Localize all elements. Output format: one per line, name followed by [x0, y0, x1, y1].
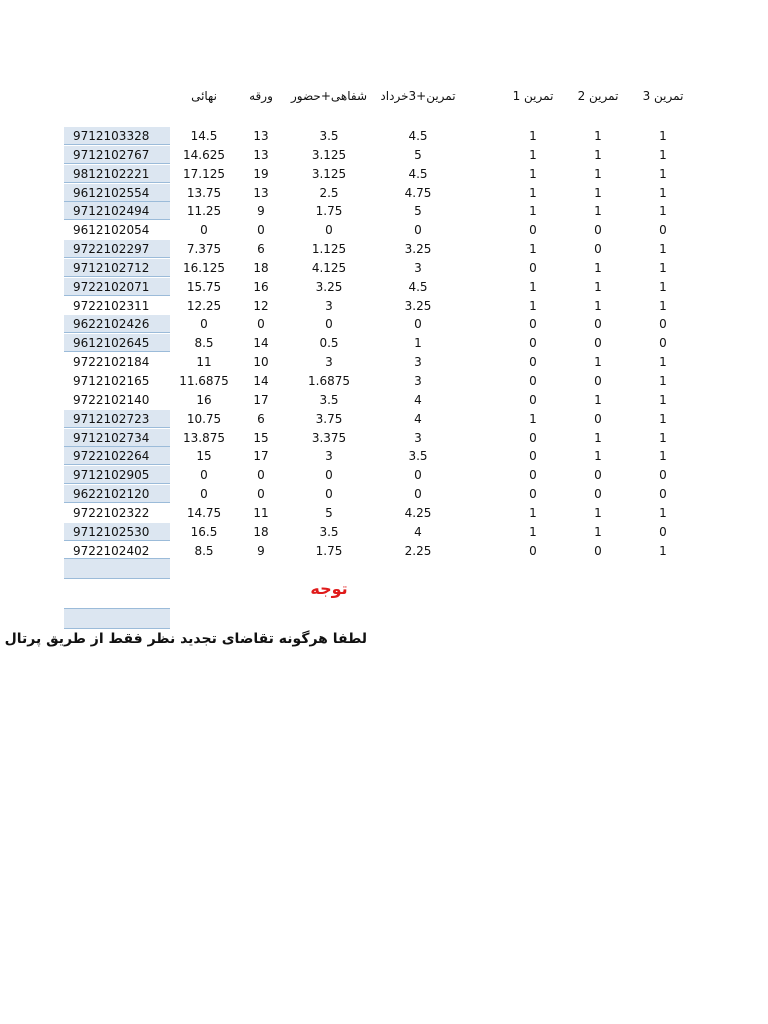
table-row	[0, 259, 768, 278]
cell-exkh: 4.5	[408, 279, 428, 294]
cell-paper: 12	[253, 298, 269, 313]
cell-ex1: 1	[529, 298, 537, 313]
table-row	[0, 485, 768, 504]
cell-oral: 3.375	[311, 430, 347, 445]
cell-final: 13.75	[186, 185, 222, 200]
empty-id-cell	[64, 558, 170, 579]
cell-exkh: 3	[414, 355, 422, 370]
cell-paper: 0	[257, 468, 265, 483]
cell-paper: 13	[253, 147, 269, 162]
cell-paper: 17	[253, 392, 269, 407]
cell-ex2: 1	[594, 505, 602, 520]
cell-ex1: 0	[529, 260, 537, 275]
cell-ex1: 1	[529, 242, 537, 257]
cell-ex2: 0	[594, 411, 602, 426]
cell-ex1: 1	[529, 279, 537, 294]
cell-exkh: 4	[414, 524, 422, 539]
cell-paper: 15	[253, 430, 269, 445]
cell-ex1: 0	[529, 543, 537, 558]
cell-oral: 3	[325, 449, 333, 464]
cell-final: 8.5	[194, 543, 214, 558]
cell-ex2: 0	[594, 468, 602, 483]
student-id-cell: 9722102071	[64, 278, 170, 296]
cell-ex3: 1	[659, 355, 667, 370]
cell-exkh: 4	[414, 411, 422, 426]
student-id-cell: 9612102554	[64, 184, 170, 202]
cell-ex3: 0	[659, 468, 667, 483]
cell-ex3: 1	[659, 147, 667, 162]
header-exercise-2: تمرین 2	[577, 89, 619, 103]
student-id-cell: 9722102297	[64, 240, 170, 258]
table-row	[0, 372, 768, 391]
cell-paper: 14	[253, 336, 269, 351]
cell-final: 16	[196, 392, 212, 407]
empty-id-cell	[64, 608, 170, 629]
cell-ex2: 0	[594, 373, 602, 388]
cell-oral: 5	[325, 505, 333, 520]
cell-paper: 0	[257, 223, 265, 238]
cell-exkh: 4	[414, 392, 422, 407]
cell-final: 14.5	[190, 129, 218, 143]
cell-ex2: 0	[594, 223, 602, 238]
cell-ex2: 0	[594, 242, 602, 257]
cell-exkh: 5	[414, 204, 422, 219]
cell-exkh: 3	[414, 373, 422, 388]
cell-ex3: 1	[659, 449, 667, 464]
cell-ex3: 1	[659, 129, 667, 143]
cell-oral: 1.75	[315, 204, 343, 219]
student-id-cell: 9722102184	[73, 355, 150, 370]
student-id-cell: 9722102140	[73, 392, 150, 407]
cell-ex3: 1	[659, 430, 667, 445]
cell-ex1: 1	[529, 185, 537, 200]
cell-ex3: 0	[659, 223, 667, 238]
cell-ex1: 1	[529, 524, 537, 539]
cell-ex2: 1	[594, 430, 602, 445]
cell-ex3: 0	[659, 487, 667, 502]
cell-exkh: 0	[414, 487, 422, 502]
cell-ex1: 0	[529, 449, 537, 464]
table-row	[0, 353, 768, 372]
cell-oral: 3.5	[319, 392, 339, 407]
cell-final: 7.375	[186, 242, 222, 257]
cell-exkh: 3.25	[404, 298, 432, 313]
table-row	[0, 315, 768, 334]
table-row	[0, 504, 768, 523]
cell-ex2: 1	[594, 129, 602, 143]
student-id-cell: 9712102734	[64, 429, 170, 447]
notice-title: توجه	[310, 579, 348, 598]
cell-oral: 0	[325, 487, 333, 502]
cell-oral: 0	[325, 223, 333, 238]
cell-ex1: 0	[529, 468, 537, 483]
cell-ex3: 1	[659, 204, 667, 219]
cell-oral: 3.125	[311, 166, 347, 181]
cell-paper: 14	[253, 373, 269, 388]
cell-final: 0	[200, 317, 208, 332]
cell-ex1: 1	[529, 129, 537, 143]
cell-exkh: 4.75	[404, 185, 432, 200]
student-id-cell: 9712102165	[73, 373, 150, 388]
cell-ex2: 0	[594, 487, 602, 502]
cell-final: 13.875	[183, 430, 225, 445]
cell-final: 16.5	[190, 524, 218, 539]
table-row	[0, 240, 768, 259]
cell-ex2: 0	[594, 317, 602, 332]
cell-paper: 10	[253, 355, 269, 370]
cell-exkh: 4.25	[404, 505, 432, 520]
cell-oral: 0.5	[319, 336, 339, 351]
cell-oral: 1.75	[315, 543, 343, 558]
cell-ex2: 1	[594, 166, 602, 181]
cell-exkh: 3	[414, 430, 422, 445]
cell-oral: 0	[325, 468, 333, 483]
cell-exkh: 0	[414, 468, 422, 483]
student-id-cell: 9712102767	[64, 146, 170, 164]
cell-final: 8.5	[194, 336, 214, 351]
cell-ex3: 1	[659, 505, 667, 520]
cell-paper: 18	[253, 260, 269, 275]
cell-ex1: 0	[529, 223, 537, 238]
cell-ex2: 1	[594, 204, 602, 219]
cell-final: 16.125	[183, 260, 225, 275]
cell-final: 17.125	[183, 166, 225, 181]
cell-exkh: 5	[414, 147, 422, 162]
header-oral-attendance: شفاهی+حضور	[291, 89, 367, 103]
cell-ex2: 1	[594, 355, 602, 370]
cell-exkh: 4.5	[408, 166, 428, 181]
cell-exkh: 3.5	[408, 449, 428, 464]
cell-exkh: 0	[414, 317, 422, 332]
student-id-cell: 9712102494	[64, 202, 170, 220]
cell-paper: 0	[257, 487, 265, 502]
student-id-cell: 9622102426	[64, 315, 170, 333]
cell-ex3: 0	[659, 317, 667, 332]
cell-ex2: 0	[594, 336, 602, 351]
cell-ex2: 1	[594, 260, 602, 275]
cell-paper: 13	[253, 129, 269, 143]
header-exercise-khordad: تمرین+3خرداد	[380, 89, 456, 103]
cell-ex2: 1	[594, 279, 602, 294]
table-row	[0, 447, 768, 466]
cell-paper: 11	[253, 505, 269, 520]
cell-ex3: 1	[659, 242, 667, 257]
header-exercise-3: تمرین 3	[642, 89, 684, 103]
cell-final: 15.75	[186, 279, 222, 294]
cell-final: 0	[200, 223, 208, 238]
table-row	[0, 184, 768, 203]
cell-paper: 9	[257, 204, 265, 219]
table-row	[0, 466, 768, 485]
cell-ex1: 1	[529, 505, 537, 520]
cell-exkh: 3	[414, 260, 422, 275]
cell-ex3: 1	[659, 392, 667, 407]
cell-oral: 0	[325, 317, 333, 332]
cell-exkh: 0	[414, 223, 422, 238]
cell-ex3: 1	[659, 373, 667, 388]
cell-final: 14.75	[186, 505, 222, 520]
column-headers	[0, 89, 768, 107]
cell-final: 11	[196, 355, 212, 370]
cell-final: 12.25	[186, 298, 222, 313]
student-id-cell: 9812102221	[64, 165, 170, 183]
cell-ex1: 0	[529, 355, 537, 370]
student-id-cell: 9722102311	[73, 298, 150, 313]
header-final: نهائی	[191, 89, 217, 103]
cell-ex1: 0	[529, 373, 537, 388]
cell-exkh: 4.5	[408, 129, 428, 143]
cell-paper: 13	[253, 185, 269, 200]
cell-ex3: 0	[659, 336, 667, 351]
cell-ex1: 0	[529, 392, 537, 407]
cell-exkh: 2.25	[404, 543, 432, 558]
cell-ex2: 1	[594, 524, 602, 539]
cell-paper: 9	[257, 543, 265, 558]
table-row	[0, 429, 768, 448]
student-id-cell: 9712102905	[64, 466, 170, 484]
grade-table	[0, 127, 768, 560]
cell-final: 15	[196, 449, 212, 464]
cell-ex1: 1	[529, 147, 537, 162]
cell-ex3: 1	[659, 279, 667, 294]
cell-oral: 2.5	[319, 185, 339, 200]
student-id-cell: 9722102322	[73, 505, 150, 520]
notice-text: لطفا هرگونه تقاضای تجدید نظر فقط از طریق پرتال	[4, 631, 367, 647]
cell-final: 0	[200, 468, 208, 483]
cell-exkh: 1	[414, 336, 422, 351]
cell-paper: 0	[257, 317, 265, 332]
cell-paper: 6	[257, 411, 265, 426]
cell-oral: 3.75	[315, 411, 343, 426]
cell-final: 11.6875	[179, 373, 229, 388]
table-row	[0, 165, 768, 184]
cell-final: 14.625	[183, 147, 225, 162]
cell-ex2: 1	[594, 449, 602, 464]
cell-paper: 19	[253, 166, 269, 181]
table-row	[0, 391, 768, 410]
student-id-cell: 9712102530	[64, 523, 170, 541]
cell-oral: 4.125	[311, 260, 347, 275]
cell-oral: 1.125	[311, 242, 347, 257]
table-row	[0, 221, 768, 240]
cell-ex2: 1	[594, 298, 602, 313]
cell-ex1: 0	[529, 336, 537, 351]
cell-oral: 1.6875	[308, 373, 350, 388]
table-row	[0, 334, 768, 353]
cell-ex3: 0	[659, 524, 667, 539]
table-row	[0, 410, 768, 429]
cell-oral: 3.5	[319, 524, 339, 539]
cell-final: 10.75	[186, 411, 222, 426]
cell-ex3: 1	[659, 166, 667, 181]
cell-paper: 18	[253, 524, 269, 539]
cell-ex2: 1	[594, 147, 602, 162]
student-id-cell: 9722102264	[64, 447, 170, 465]
header-exercise-1: تمرین 1	[512, 89, 554, 103]
header-paper: ورقه	[249, 89, 273, 103]
student-id-cell: 9712102723	[64, 410, 170, 428]
cell-ex3: 1	[659, 185, 667, 200]
table-row	[0, 523, 768, 542]
cell-ex3: 1	[659, 543, 667, 558]
cell-final: 0	[200, 487, 208, 502]
table-row	[0, 146, 768, 165]
cell-paper: 17	[253, 449, 269, 464]
cell-ex3: 1	[659, 411, 667, 426]
cell-oral: 3.125	[311, 147, 347, 162]
cell-ex2: 0	[594, 543, 602, 558]
cell-ex1: 0	[529, 317, 537, 332]
cell-paper: 16	[253, 279, 269, 294]
cell-ex3: 1	[659, 298, 667, 313]
cell-ex3: 1	[659, 260, 667, 275]
cell-ex1: 1	[529, 204, 537, 219]
cell-ex1: 0	[529, 487, 537, 502]
table-row	[0, 297, 768, 316]
cell-ex1: 1	[529, 411, 537, 426]
cell-exkh: 3.25	[404, 242, 432, 257]
student-id-cell: 9612102054	[73, 223, 150, 238]
cell-ex1: 1	[529, 166, 537, 181]
cell-oral: 3	[325, 298, 333, 313]
table-row	[0, 202, 768, 221]
table-row	[0, 127, 768, 146]
student-id-cell: 9622102120	[64, 485, 170, 503]
cell-oral: 3	[325, 355, 333, 370]
cell-ex2: 1	[594, 392, 602, 407]
table-row	[0, 278, 768, 297]
cell-ex2: 1	[594, 185, 602, 200]
cell-final: 11.25	[186, 204, 222, 219]
cell-paper: 6	[257, 242, 265, 257]
student-id-cell: 9712103328	[64, 127, 170, 145]
cell-oral: 3.5	[319, 129, 339, 143]
cell-oral: 3.25	[315, 279, 343, 294]
cell-ex1: 0	[529, 430, 537, 445]
student-id-cell: 9722102402	[73, 543, 150, 558]
student-id-cell: 9712102712	[64, 259, 170, 277]
student-id-cell: 9612102645	[64, 334, 170, 352]
